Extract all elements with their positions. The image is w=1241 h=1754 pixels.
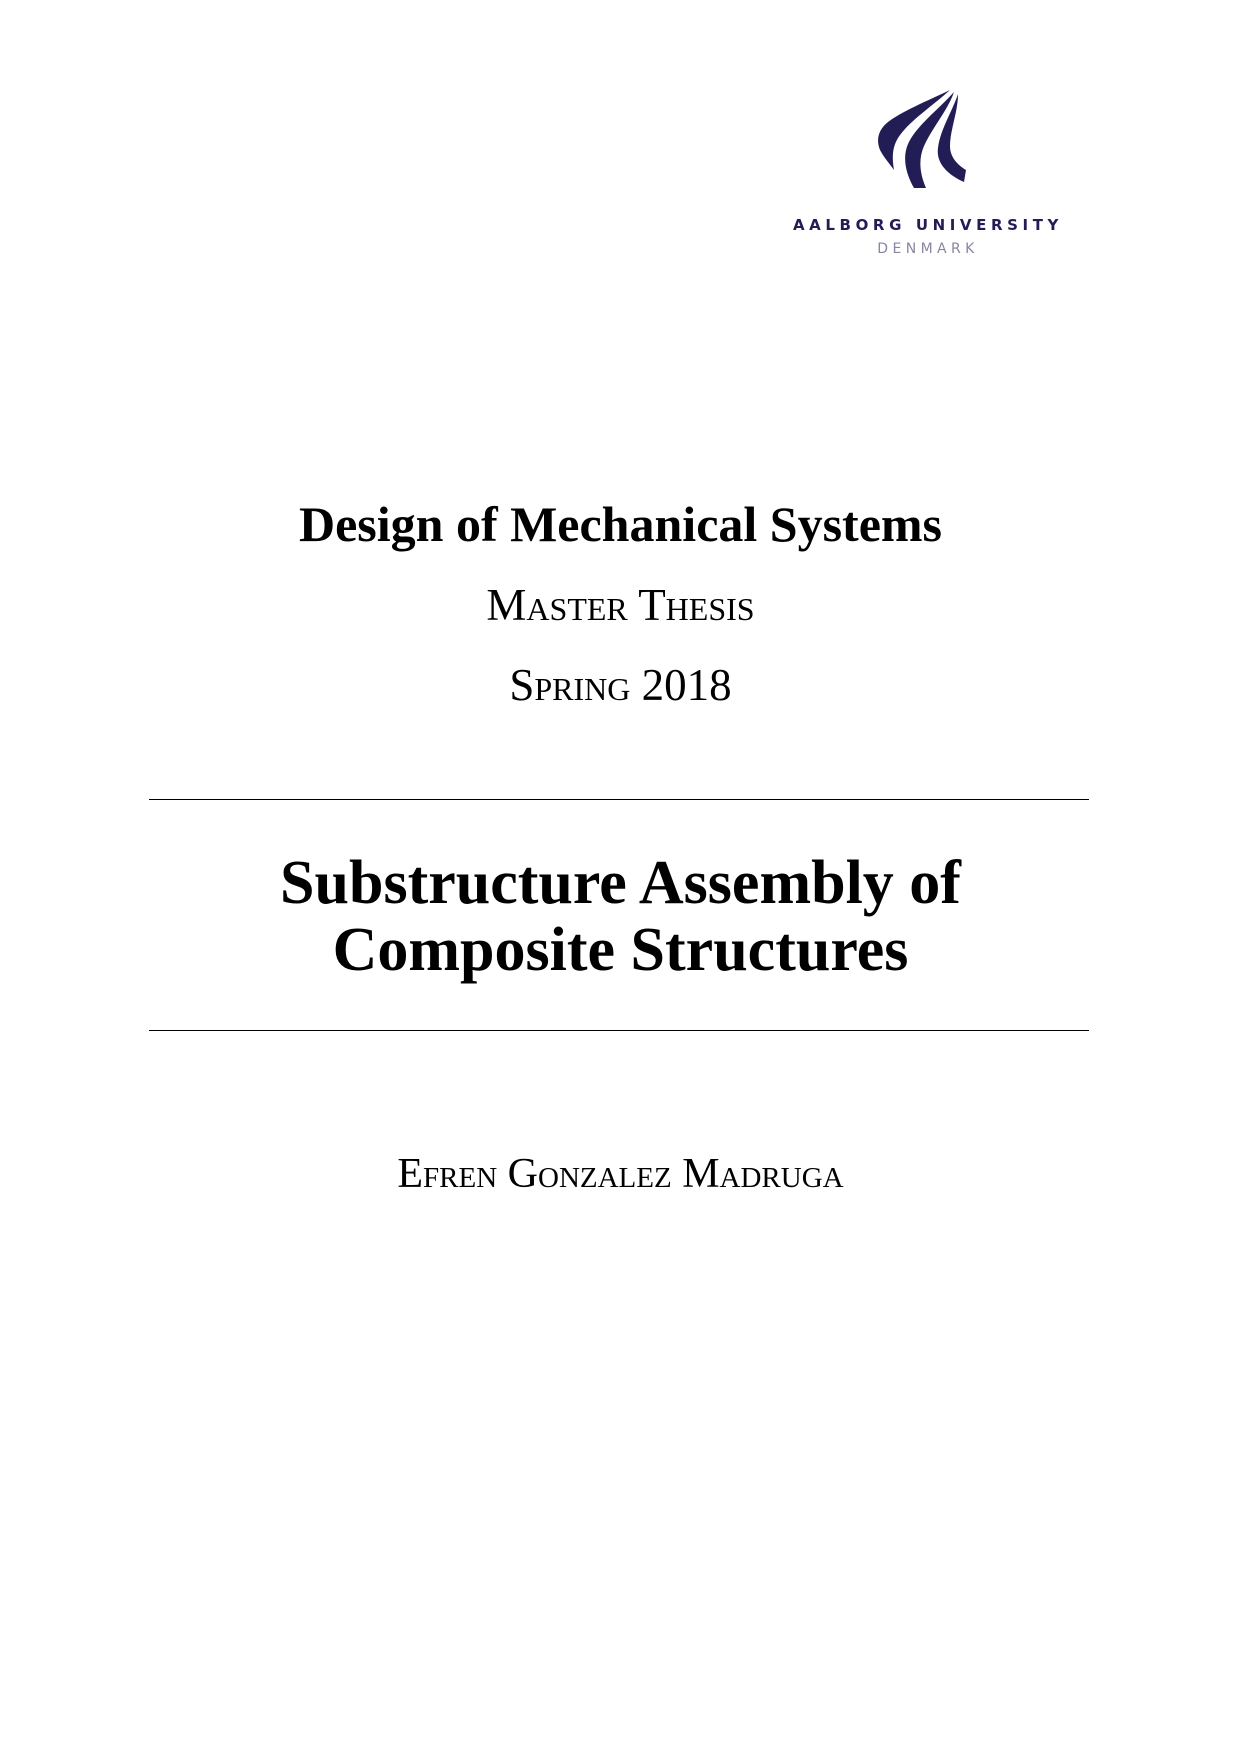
university-logo [790,84,1066,264]
title-rule-bottom [149,1030,1089,1031]
title-rule-top [149,799,1089,800]
programme-heading: Design of Mechanical Systems [299,496,942,552]
thesis-title-line-2: Composite Structures [332,916,909,984]
university-country: DENMARK [877,241,979,257]
thesis-type: Master Thesis [486,580,755,630]
author-name: Efren Gonzalez Madruga [397,1151,844,1197]
thesis-title [0,850,1241,984]
thesis-title-line-1: Substructure Assembly of [280,849,961,917]
university-name: AALBORG UNIVERSITY [792,216,1064,234]
semester: Spring 2018 [509,660,732,710]
aalborg-university-wave-mark-icon [874,88,970,190]
